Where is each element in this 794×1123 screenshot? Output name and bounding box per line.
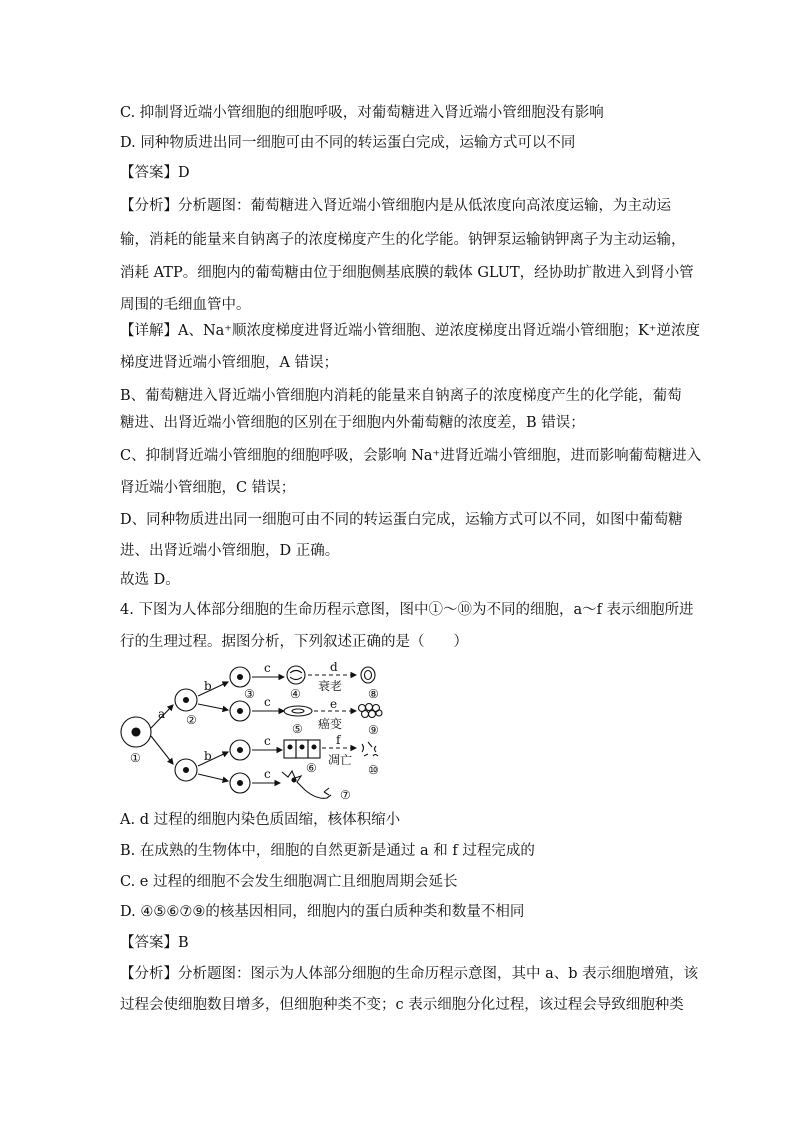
- cell-number-3: ③: [244, 687, 255, 701]
- option-a: A. d 过程的细胞内染色质固缩，核体积缩小: [120, 812, 401, 828]
- cell-number-1: ①: [130, 751, 141, 765]
- analysis-4-line-2: 过程会使细胞数目增多，但细胞种类不变；c 表示细胞分化过程，该过程会导致细胞种类: [120, 997, 684, 1013]
- process-c3: c: [264, 734, 271, 748]
- analysis-line-2: 输，消耗的能量来自钠离子的浓度梯度产生的化学能。钠钾泵运输钠钾离子为主动运输，: [120, 232, 686, 248]
- detail-line-3: B、葡萄糖进入肾近端小管细胞内消耗的能量来自钠离子的浓度梯度产生的化学能，葡萄: [120, 388, 682, 404]
- cell-number-5: ⑤: [292, 722, 303, 736]
- answer-prev: 【答案】D: [120, 165, 190, 181]
- process-b2: b: [204, 749, 212, 763]
- process-d: d: [330, 660, 338, 674]
- detail-line-7: D、同种物质进出同一细胞可由不同的转运蛋白完成，运输方式可以不同，如图中葡萄糖: [120, 512, 683, 528]
- option-b: B. 在成熟的生物体中，细胞的自然更新是通过 a 和 f 过程完成的: [120, 843, 535, 859]
- conclusion-prev: 故选 D。: [120, 572, 180, 588]
- analysis-4-line-1: 【分析】分析题图：图示为人体部分细胞的生命历程示意图，其中 a、b 表示细胞增殖，该: [120, 966, 699, 982]
- detail-line-5: C、抑制肾近端小管细胞的细胞呼吸，会影响 Na⁺进肾近端小管细胞，进而影响葡萄糖进入: [120, 448, 702, 464]
- process-c1: c: [264, 661, 271, 675]
- analysis-line-1: 【分析】分析题图：葡萄糖进入肾近端小管细胞内是从低浓度向高浓度运输，为主动运: [120, 198, 671, 214]
- cell-number-9: ⑨: [368, 723, 379, 737]
- process-c4: c: [264, 767, 271, 781]
- question-4-stem-2: 行的生理过程。据图分析，下列叙述正确的是（ ）: [120, 634, 468, 650]
- process-e: e: [330, 697, 338, 711]
- diagram-labels: [130, 660, 379, 802]
- option-c: C. e 过程的细胞不会发生细胞凋亡且细胞周期会延长: [120, 874, 458, 890]
- detail-line-2: 梯度进肾近端小管细胞，A 错误；: [120, 355, 339, 371]
- detail-line-4: 糖进、出肾近端小管细胞的区别在于细胞内外葡萄糖的浓度差，B 错误；: [120, 415, 585, 431]
- cell-number-6: ⑥: [306, 761, 317, 775]
- process-f: f: [336, 733, 341, 747]
- detail-line-8: 进、出肾近端小管细胞，D 正确。: [120, 543, 340, 559]
- process-senescence: 衰老: [318, 679, 343, 693]
- cell-number-8: ⑧: [368, 687, 379, 701]
- analysis-line-3: 消耗 ATP。细胞内的葡萄糖由位于细胞侧基底膜的载体 GLUT，经协助扩散进入到肾小管: [120, 265, 694, 281]
- cell-number-4: ④: [290, 687, 301, 701]
- detail-line-6: 肾近端小管细胞，C 错误；: [120, 480, 296, 496]
- process-cancer: 癌变: [318, 717, 343, 731]
- option-d: D. ④⑤⑥⑦⑨的核基因相同，细胞内的蛋白质种类和数量不相同: [120, 904, 525, 920]
- detail-line-1: 【详解】A、Na⁺顺浓度梯度进肾近端小管细胞、逆浓度梯度出肾近端小管细胞；K⁺逆浓度: [120, 323, 700, 339]
- cell-number-7: ⑦: [340, 788, 351, 802]
- cell-number-10: ⑩: [368, 763, 379, 777]
- process-c2: c: [264, 695, 271, 709]
- option-c-prev: C. 抑制肾近端小管细胞的细胞呼吸，对葡萄糖进入肾近端小管细胞没有影响: [120, 105, 604, 121]
- answer: 【答案】B: [120, 935, 189, 951]
- process-b1: b: [204, 679, 212, 693]
- cell-number-2: ②: [186, 713, 197, 727]
- analysis-line-4: 周围的毛细血管中。: [120, 297, 251, 313]
- question-4-stem-1: 4. 下图为人体部分细胞的生命历程示意图，图中①～⑩为不同的细胞，a～f 表示细胞所进: [120, 602, 694, 618]
- process-a: a: [158, 707, 166, 721]
- process-apoptosis: 凋亡: [328, 753, 353, 767]
- cell-life-history-diagram: [118, 660, 408, 805]
- option-d-prev: D. 同种物质进出同一细胞可由不同的转运蛋白完成，运输方式可以不同: [120, 135, 576, 151]
